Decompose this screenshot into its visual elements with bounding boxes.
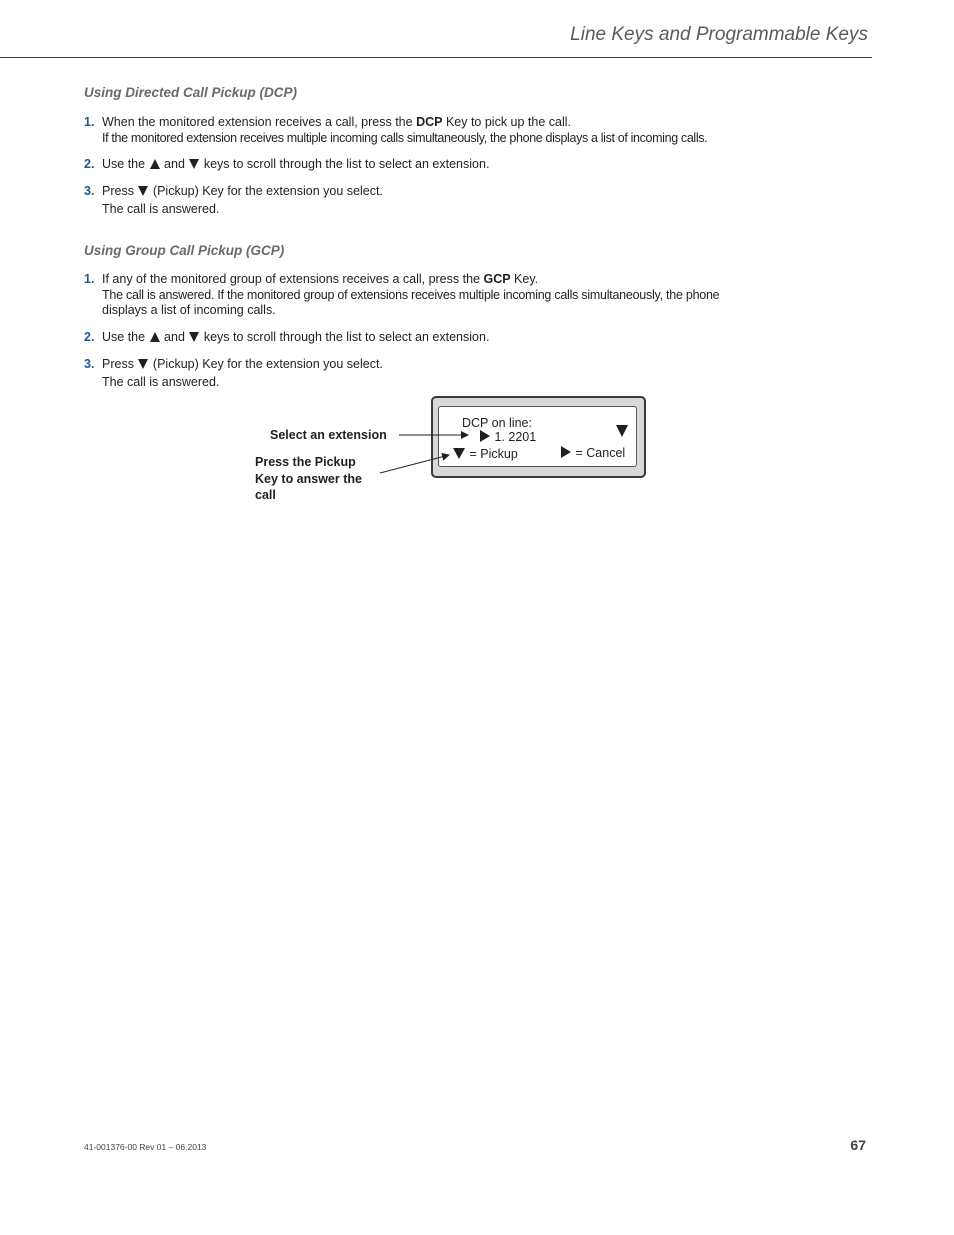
step-text: and xyxy=(160,330,189,344)
step-text: Use the xyxy=(102,330,149,344)
step-text-line3: displays a list of incoming calls. xyxy=(102,303,276,317)
step-text: keys to scroll through the list to select an extension. xyxy=(200,157,490,171)
step-text: (Pickup) Key for the extension you select. xyxy=(149,184,383,198)
gcp-heading: Using Group Call Pickup (GCP) xyxy=(84,243,285,258)
step-text: keys to scroll through the list to select an extension. xyxy=(200,330,490,344)
gcp-key-name: GCP xyxy=(483,272,511,286)
step-text-line2: The call is answered. xyxy=(102,202,220,216)
step-text: When the monitored extension receives a call, press the xyxy=(102,115,417,129)
step-number: 2. xyxy=(84,157,95,171)
step-text: Key to pick up the call. xyxy=(442,115,572,129)
step-text-line2: The call is answered. xyxy=(102,375,220,389)
step-number: 3. xyxy=(84,357,95,371)
display-cancel-text: = Cancel xyxy=(575,446,626,460)
document-number: 41-001376-00 Rev 01 – 06.2013 xyxy=(84,1142,207,1152)
step-number: 3. xyxy=(84,184,95,198)
step-number: 1. xyxy=(84,272,95,286)
step-text: If any of the monitored group of extensions receives a call, press the xyxy=(102,272,484,286)
step-number: 1. xyxy=(84,115,95,129)
display-line-dcp: DCP on line: xyxy=(462,416,532,430)
step-text-line2: The call is answered. If the monitored group of extensions receives multiple incoming calls simultaneously, the phone xyxy=(102,287,720,302)
page-header-title: Line Keys and Programmable Keys xyxy=(570,24,868,45)
step-text: Use the xyxy=(102,157,149,171)
dcp-heading: Using Directed Call Pickup (DCP) xyxy=(84,85,298,100)
step-text: Key. xyxy=(510,272,539,286)
dcp-key-name: DCP xyxy=(416,115,443,129)
display-extension-text: 1. 2201 xyxy=(494,430,537,444)
callout-line: call xyxy=(255,488,276,502)
leader-line-pickup xyxy=(380,455,449,473)
step-text: (Pickup) Key for the extension you select. xyxy=(149,357,383,371)
step-text: Press xyxy=(102,357,138,371)
display-pickup-text: = Pickup xyxy=(469,447,518,461)
step-number: 2. xyxy=(84,330,95,344)
callout-select-extension: Select an extension xyxy=(270,428,387,442)
callout-line: Key to answer the xyxy=(255,471,362,486)
page-number: 67 xyxy=(850,1137,866,1153)
step-text: and xyxy=(160,157,189,171)
callout-line: Press the Pickup xyxy=(255,455,356,469)
step-text: Press xyxy=(102,184,138,198)
step-text-line2: If the monitored extension receives multiple incoming calls simultaneously, the phone displays a list of incoming calls. xyxy=(102,130,708,145)
